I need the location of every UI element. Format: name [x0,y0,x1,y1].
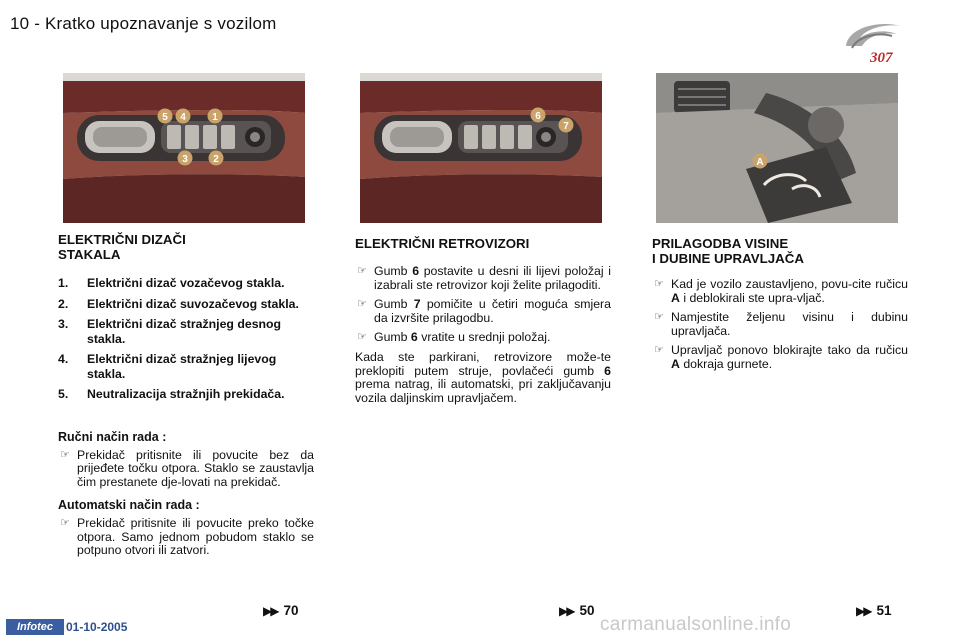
infotec-badge: Infotec [6,619,64,635]
page-ref-link-50[interactable]: ▶▶ 50 [559,603,595,618]
label-2: 2 [213,154,219,165]
footer-date: 01-10-2005 [66,620,128,634]
power-windows-section [58,232,314,558]
list-item: 1. Električni dizač vozačevog stakla. [58,276,285,290]
steering-step-3: ☞ Upravljač ponovo blokirajte tako da ručicu A dokraja gurnete. [654,343,908,371]
mirror-step-2: ☞ Gumb 7 pomičite u četiri moguća smjera da izvršite prilagodbu. [357,297,611,325]
mirror-control-photo [360,73,602,223]
double-arrow-icon: ▶▶ [559,604,574,618]
pointing-hand-icon: ☞ [654,311,664,324]
mirror-step-3: ☞ Gumb 6 vratite u srednji položaj. [357,330,551,345]
steering-step-2: ☞ Namjestite željenu visinu i dubinu upravljača. [654,310,908,338]
list-item: 2. Električni dizač suvozačevog stakla. [58,296,299,311]
label-4: 4 [180,112,186,123]
steering-step-1: ☞ Kad je vozilo zaustavljeno, povu-cite ručicu A i deblokirali ste upra-vljač. [654,277,908,305]
steering-column-photo [656,73,898,223]
label-1: 1 [212,112,218,123]
electric-mirrors-section [355,232,611,405]
label-a: A [756,157,764,168]
list-item: 4. Električni dizač stražnjeg lijevog stakla. [58,352,277,381]
label-7: 7 [563,121,569,132]
mirror-step-1: ☞ Gumb 6 postavite u desni ili lijevi položaj i izabrali ste retrovizor koji želite prilagoditi. [357,264,612,292]
pointing-hand-icon: ☞ [654,344,664,357]
logo-text: 307 [870,50,893,66]
auto-mode-heading: Automatski način rada : [58,498,200,513]
manual-mode-text: ☞ Prekidač pritisnite ili povucite bez da prijeđete točku otpora. Staklo se zaustavlja čim prestanete dje-lovati na prekidač. [60,447,314,489]
list-item: 5. Neutralizacija stražnjih prekidača. [58,387,285,401]
power-windows-heading: ELEKTRIČNI DIZAČI STAKALA [58,232,186,262]
pointing-hand-icon: ☞ [357,331,367,344]
list-item: 3. Električni dizač stražnjeg desnog stakla. [58,317,282,346]
peugeot-307-logo [838,18,910,68]
pointing-hand-icon: ☞ [60,448,70,461]
double-arrow-icon: ▶▶ [856,604,871,618]
watermark: carmanualsonline.info [600,614,792,635]
auto-mode-text: ☞ Prekidač pritisnite ili povucite preko točke otpora. Samo jednom pobudom staklo se potpuno otvori ili zatvori. [60,516,314,558]
label-5: 5 [162,112,168,123]
manual-mode-heading: Ručni način rada : [58,429,167,444]
page-ref-link-70[interactable]: ▶▶ 70 [263,603,299,618]
double-arrow-icon: ▶▶ [263,604,278,618]
electric-mirrors-heading: ELEKTRIČNI RETROVIZORI [355,236,530,251]
label-6: 6 [535,111,541,122]
page-title: 10 - Kratko upoznavanje s vozilom [10,14,277,33]
pointing-hand-icon: ☞ [654,278,664,290]
pointing-hand-icon: ☞ [357,265,367,277]
pointing-hand-icon: ☞ [60,517,70,530]
power-windows-list [58,276,314,402]
pointing-hand-icon: ☞ [357,298,367,311]
steering-adjust-heading: PRILAGODBA VISINE I DUBINE UPRAVLJAČA [652,236,804,266]
window-switch-photo [63,73,305,223]
steering-adjust-section [652,232,908,372]
mirror-folding-text: Kada ste parkirani, retrovizore može-te preklopiti putem struje, povlačeći gumb 6 prema natrag, ili automatski, pri zaključavanju vozila daljinskim upravljačem. [355,349,611,405]
label-3: 3 [182,154,188,165]
page-ref-link-51[interactable]: ▶▶ 51 [856,603,892,618]
